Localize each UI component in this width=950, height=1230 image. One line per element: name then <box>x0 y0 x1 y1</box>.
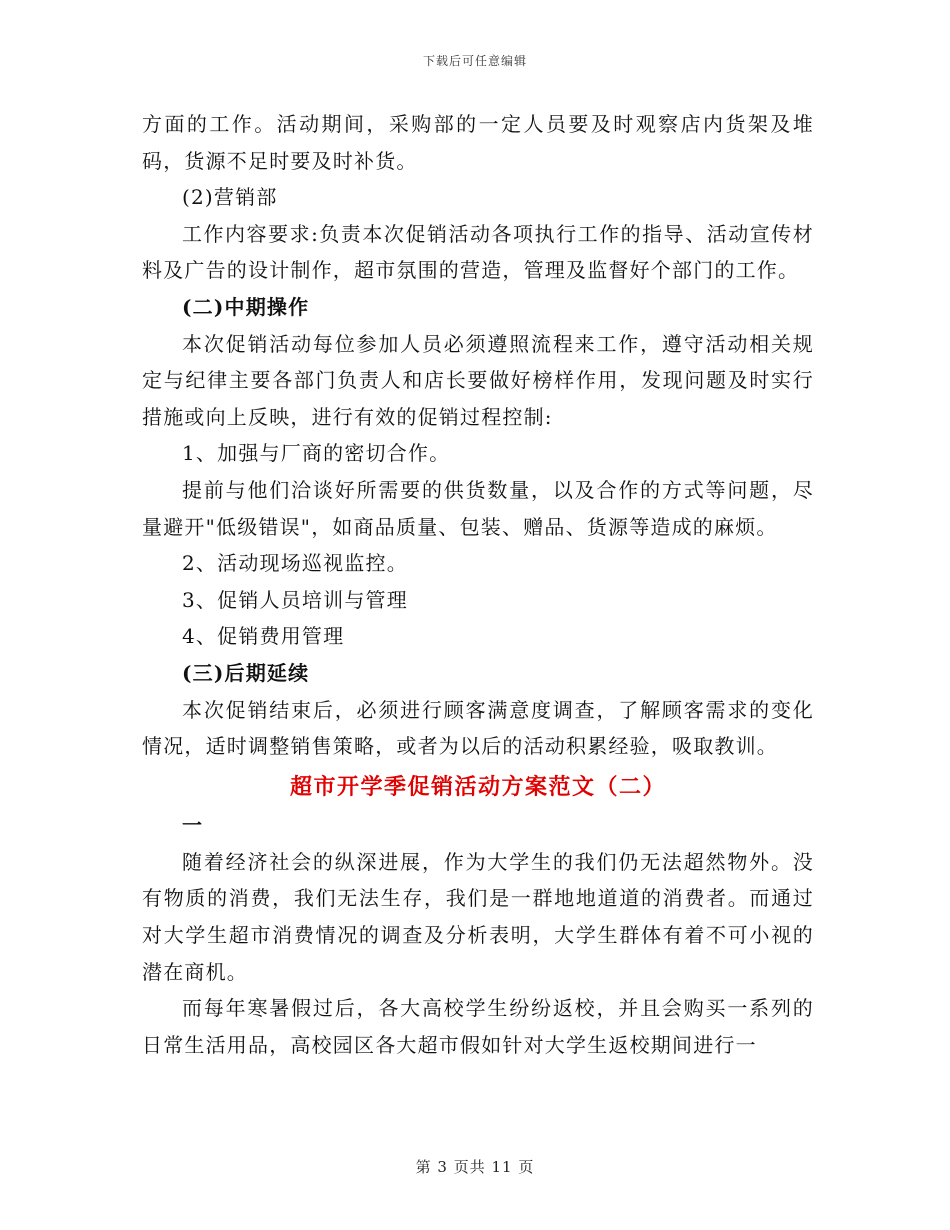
paragraph-return-season: 而每年寒暑假过后，各大高校学生纷纷返校，并且会购买一系列的日常生活用品，高校园区各大超市假如针对大学生返校期间进行一 <box>142 996 814 1057</box>
list-item-1: 1、加强与厂商的密切合作。 <box>182 441 451 466</box>
page-header: 下载后可任意编辑 <box>422 54 527 68</box>
paragraph-late-term: 本次促销结束后，必须进行顾客满意度调查，了解顾客需求的变化情况，适时调整销售策略，或者为以后的活动积累经验，吸取教训。 <box>142 697 814 759</box>
list-item-marketing-dept: (2)营销部 <box>182 185 278 210</box>
section-title: 超市开学季促销活动方案范文（二） <box>289 773 666 800</box>
paragraph-continuation: 方面的工作。活动期间，采购部的一定人员要及时观察店内货架及堆码，货源不足时要及时补货。 <box>142 112 814 173</box>
list-item-4: 4、促销费用管理 <box>182 624 345 649</box>
paragraph-marketing-duties: 工作内容要求:负责本次促销活动各项执行工作的指导、活动宣传材料及广告的设计制作，超市氛围的营造，管理及监督好个部门的工作。 <box>142 221 814 283</box>
document-body <box>142 106 814 1063</box>
section-number: 一 <box>182 813 204 838</box>
paragraph-intro: 随着经济社会的纵深进展，作为大学生的我们仍无法超然物外。没有物质的消费，我们无法生存，我们是一群地地道道的消费者。而通过对大学生超市消费情况的调查及分析表明，大学生群体有着不可小视的潜在商机。 <box>142 849 814 984</box>
heading-mid-term: (二)中期操作 <box>182 294 310 319</box>
paragraph-negotiation: 提前与他们洽谈好所需要的供货数量，以及合作的方式等问题，尽量避开"低级错误"，如商品质量、包装、赠品、货源等造成的麻烦。 <box>142 477 814 539</box>
heading-late-term: (三)后期延续 <box>182 660 310 685</box>
list-item-3: 3、促销人员培训与管理 <box>182 587 408 612</box>
list-item-2: 2、活动现场巡视监控。 <box>182 551 408 576</box>
paragraph-mid-term: 本次促销活动每位参加人员必须遵照流程来工作，遵守活动相关规定与纪律主要各部门负责人和店长要做好榜样作用，发现问题及时实行措施或向上反映，进行有效的促销过程控制: <box>142 331 814 429</box>
page-footer: 第 3 页共 11 页 <box>415 1158 535 1176</box>
